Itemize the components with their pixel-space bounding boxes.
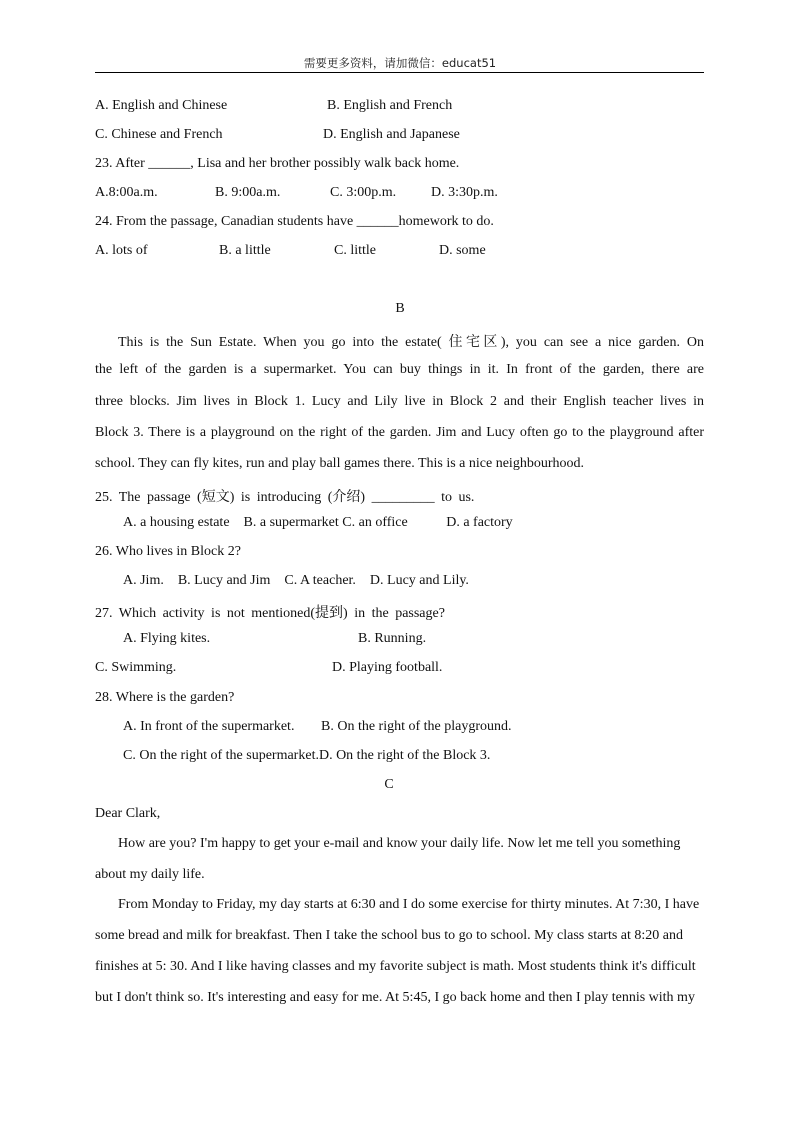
section-c-title: C (384, 777, 394, 792)
passage-b-line: school. They can fly kites, run and play ball games there. This is a nice neighbourhood. (95, 456, 584, 471)
q23-option-b: B. 9:00a.m. (215, 185, 281, 200)
q22-option-c: C. Chinese and French (95, 127, 223, 142)
q28-options-cd: C. On the right of the supermarket.D. On the right of the Block 3. (123, 748, 491, 763)
letter-line: about my daily life. (95, 867, 205, 882)
passage-b-line: This is the Sun Estate. When you go into the estate( 住宅区), you can see a nice garden. On (118, 335, 704, 350)
passage-b-line: three blocks. Jim lives in Block 1. Lucy and Lily live in Block 2 and their English teacher lives in (95, 394, 704, 409)
letter-line: some bread and milk for breakfast. Then I take the school bus to go to school. My class starts at 8:20 and (95, 928, 683, 943)
q23-option-a: A.8:00a.m. (95, 185, 158, 200)
q22-option-b: B. English and French (327, 98, 453, 113)
q25-stem: 25. The passage (短文) is introducing (介绍) _________ to us. (95, 490, 475, 505)
q27-stem: 27. Which activity is not mentioned(提到) in the passage? (95, 606, 445, 621)
q23-stem: 23. After ______, Lisa and her brother possibly walk back home. (95, 156, 460, 171)
section-b-title: B (395, 301, 405, 316)
letter-line: but I don't think so. It's interesting and easy for me. At 5:45, I go back home and then I play tennis with my (95, 990, 695, 1005)
q22-option-a: A. English and Chinese (95, 98, 228, 113)
q25-options: A. a housing estate B. a supermarket C. an office D. a factory (123, 515, 513, 530)
q27-option-b: B. Running. (358, 631, 427, 646)
q23-option-c: C. 3:00p.m. (330, 185, 397, 200)
letter-salutation: Dear Clark, (95, 806, 161, 821)
letter-line: From Monday to Friday, my day starts at 6:30 and I do some exercise for thirty minutes. At 7:30, I have (118, 897, 700, 912)
header-rule (95, 72, 704, 73)
page-header: 需要更多资料，请加微信：educat51 (303, 56, 497, 70)
q27-option-a: A. Flying kites. (123, 631, 211, 646)
q27-option-c: C. Swimming. (95, 660, 177, 675)
passage-b-line: the left of the garden is a supermarket. You can buy things in it. In front of the garden, there are (95, 362, 704, 377)
q24-option-a: A. lots of (95, 243, 148, 258)
q24-option-d: D. some (439, 243, 486, 258)
letter-line: finishes at 5: 30. And I like having classes and my favorite subject is math. Most students think it's difficult (95, 959, 696, 974)
letter-line: How are you? I'm happy to get your e-mail and know your daily life. Now let me tell you something (118, 836, 681, 851)
q28-option-b: B. On the right of the playground. (321, 719, 512, 734)
q23-option-d: D. 3:30p.m. (431, 185, 498, 200)
q27-option-d: D. Playing football. (332, 660, 443, 675)
q26-stem: 26. Who lives in Block 2? (95, 544, 241, 559)
q26-options: A. Jim. B. Lucy and Jim C. A teacher. D. Lucy and Lily. (123, 573, 469, 588)
q24-option-b: B. a little (219, 243, 271, 258)
q22-option-d: D. English and Japanese (323, 127, 460, 142)
q24-option-c: C. little (334, 243, 376, 258)
q28-stem: 28. Where is the garden? (95, 690, 235, 705)
q28-option-a: A. In front of the supermarket. (123, 719, 295, 734)
q24-stem: 24. From the passage, Canadian students have ______homework to do. (95, 214, 494, 229)
passage-b-line: Block 3. There is a playground on the right of the garden. Jim and Lucy often go to the playground after (95, 425, 704, 440)
